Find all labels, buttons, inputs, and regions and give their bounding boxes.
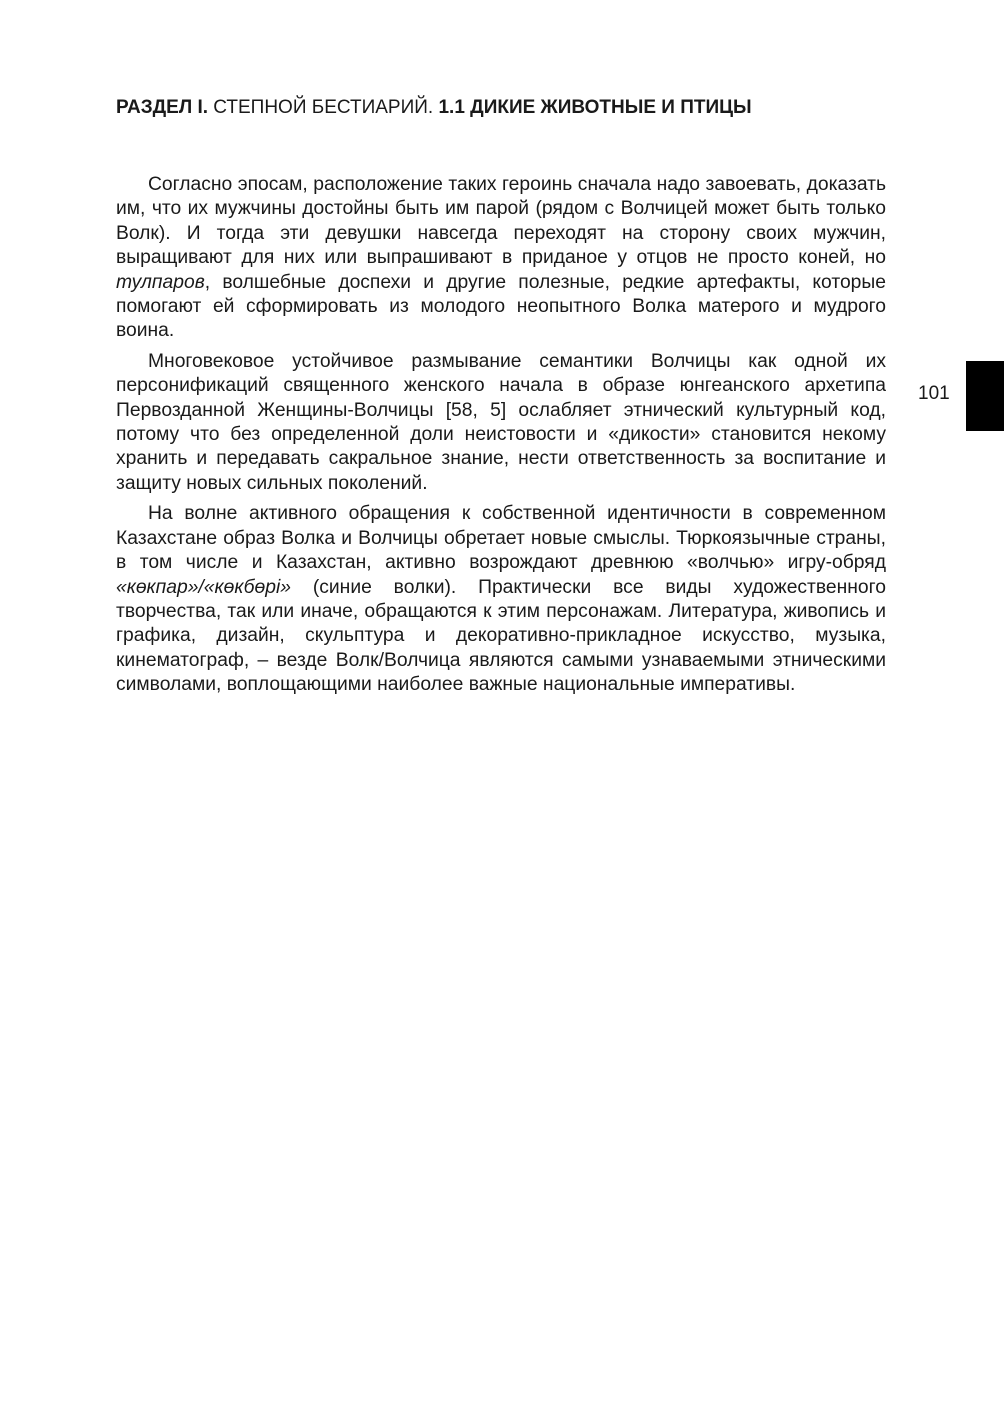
paragraph	[116, 350, 886, 496]
paragraph-text: На волне активного обращения к собственной идентичности в современном Казахстане образ Волка и Волчицы обретает новые смыслы. Тюркоязычные страны, в том числе и Казахстан, активно возрождают древнюю «волчью» игру-обряд	[116, 503, 886, 574]
paragraph-text: Многовековое устойчивое размывание семантики Волчицы как одной их персонификаций священного женского начала в образе юнгеанского архетипа Первозданной Женщины-Волчицы [58, 5] ослабляет этнический культурный код, потому что без определенной доли неистовости и «дикости» становится некому хранить и передавать сакральное знание, нести ответственность за воспитание и защиту новых сильных поколений.	[116, 350, 886, 494]
italic-term: «көкпар»/«көкбөрі»	[116, 576, 291, 598]
paragraph-text: , волшебные доспехи и другие полезные, редкие артефакты, которые помогают ей сформировать из молодого неопытного Волка матерого и мудрого воина.	[116, 271, 886, 342]
paragraph	[116, 502, 886, 697]
body-text	[116, 173, 886, 704]
running-header	[116, 96, 896, 120]
italic-term: тулпаров	[116, 271, 205, 293]
thumb-index-tab	[966, 361, 1004, 431]
chapter-title: 1.1 ДИКИЕ ЖИВОТНЫЕ И ПТИЦЫ	[438, 97, 752, 118]
section-title: СТЕПНОЙ БЕСТИАРИЙ.	[208, 97, 439, 118]
paragraph	[116, 173, 886, 344]
page-number: 101	[918, 383, 950, 404]
section-label: РАЗДЕЛ I.	[116, 97, 209, 118]
paragraph-text: Согласно эпосам, расположение таких героинь сначала надо завоевать, доказать им, что их мужчины достойны быть им парой (рядом с Волчицей может быть только Волк). И тогда эти девушки навсегда переходят на сторону своих мужчин, выращивают для них или выпрашивают в приданое у отцов не просто коней, но	[116, 174, 886, 269]
paragraph-text: (синие волки). Практически все виды художественного творчества, так или иначе, обращаются к этим персонажам. Литература, живопись и графика, дизайн, скульптура и декоративно-прикладное искусство, музыка, кинематограф, – везде Волк/Волчица являются самыми узнаваемыми этническими символами, воплощающими наиболее важные национальные императивы.	[116, 576, 886, 696]
